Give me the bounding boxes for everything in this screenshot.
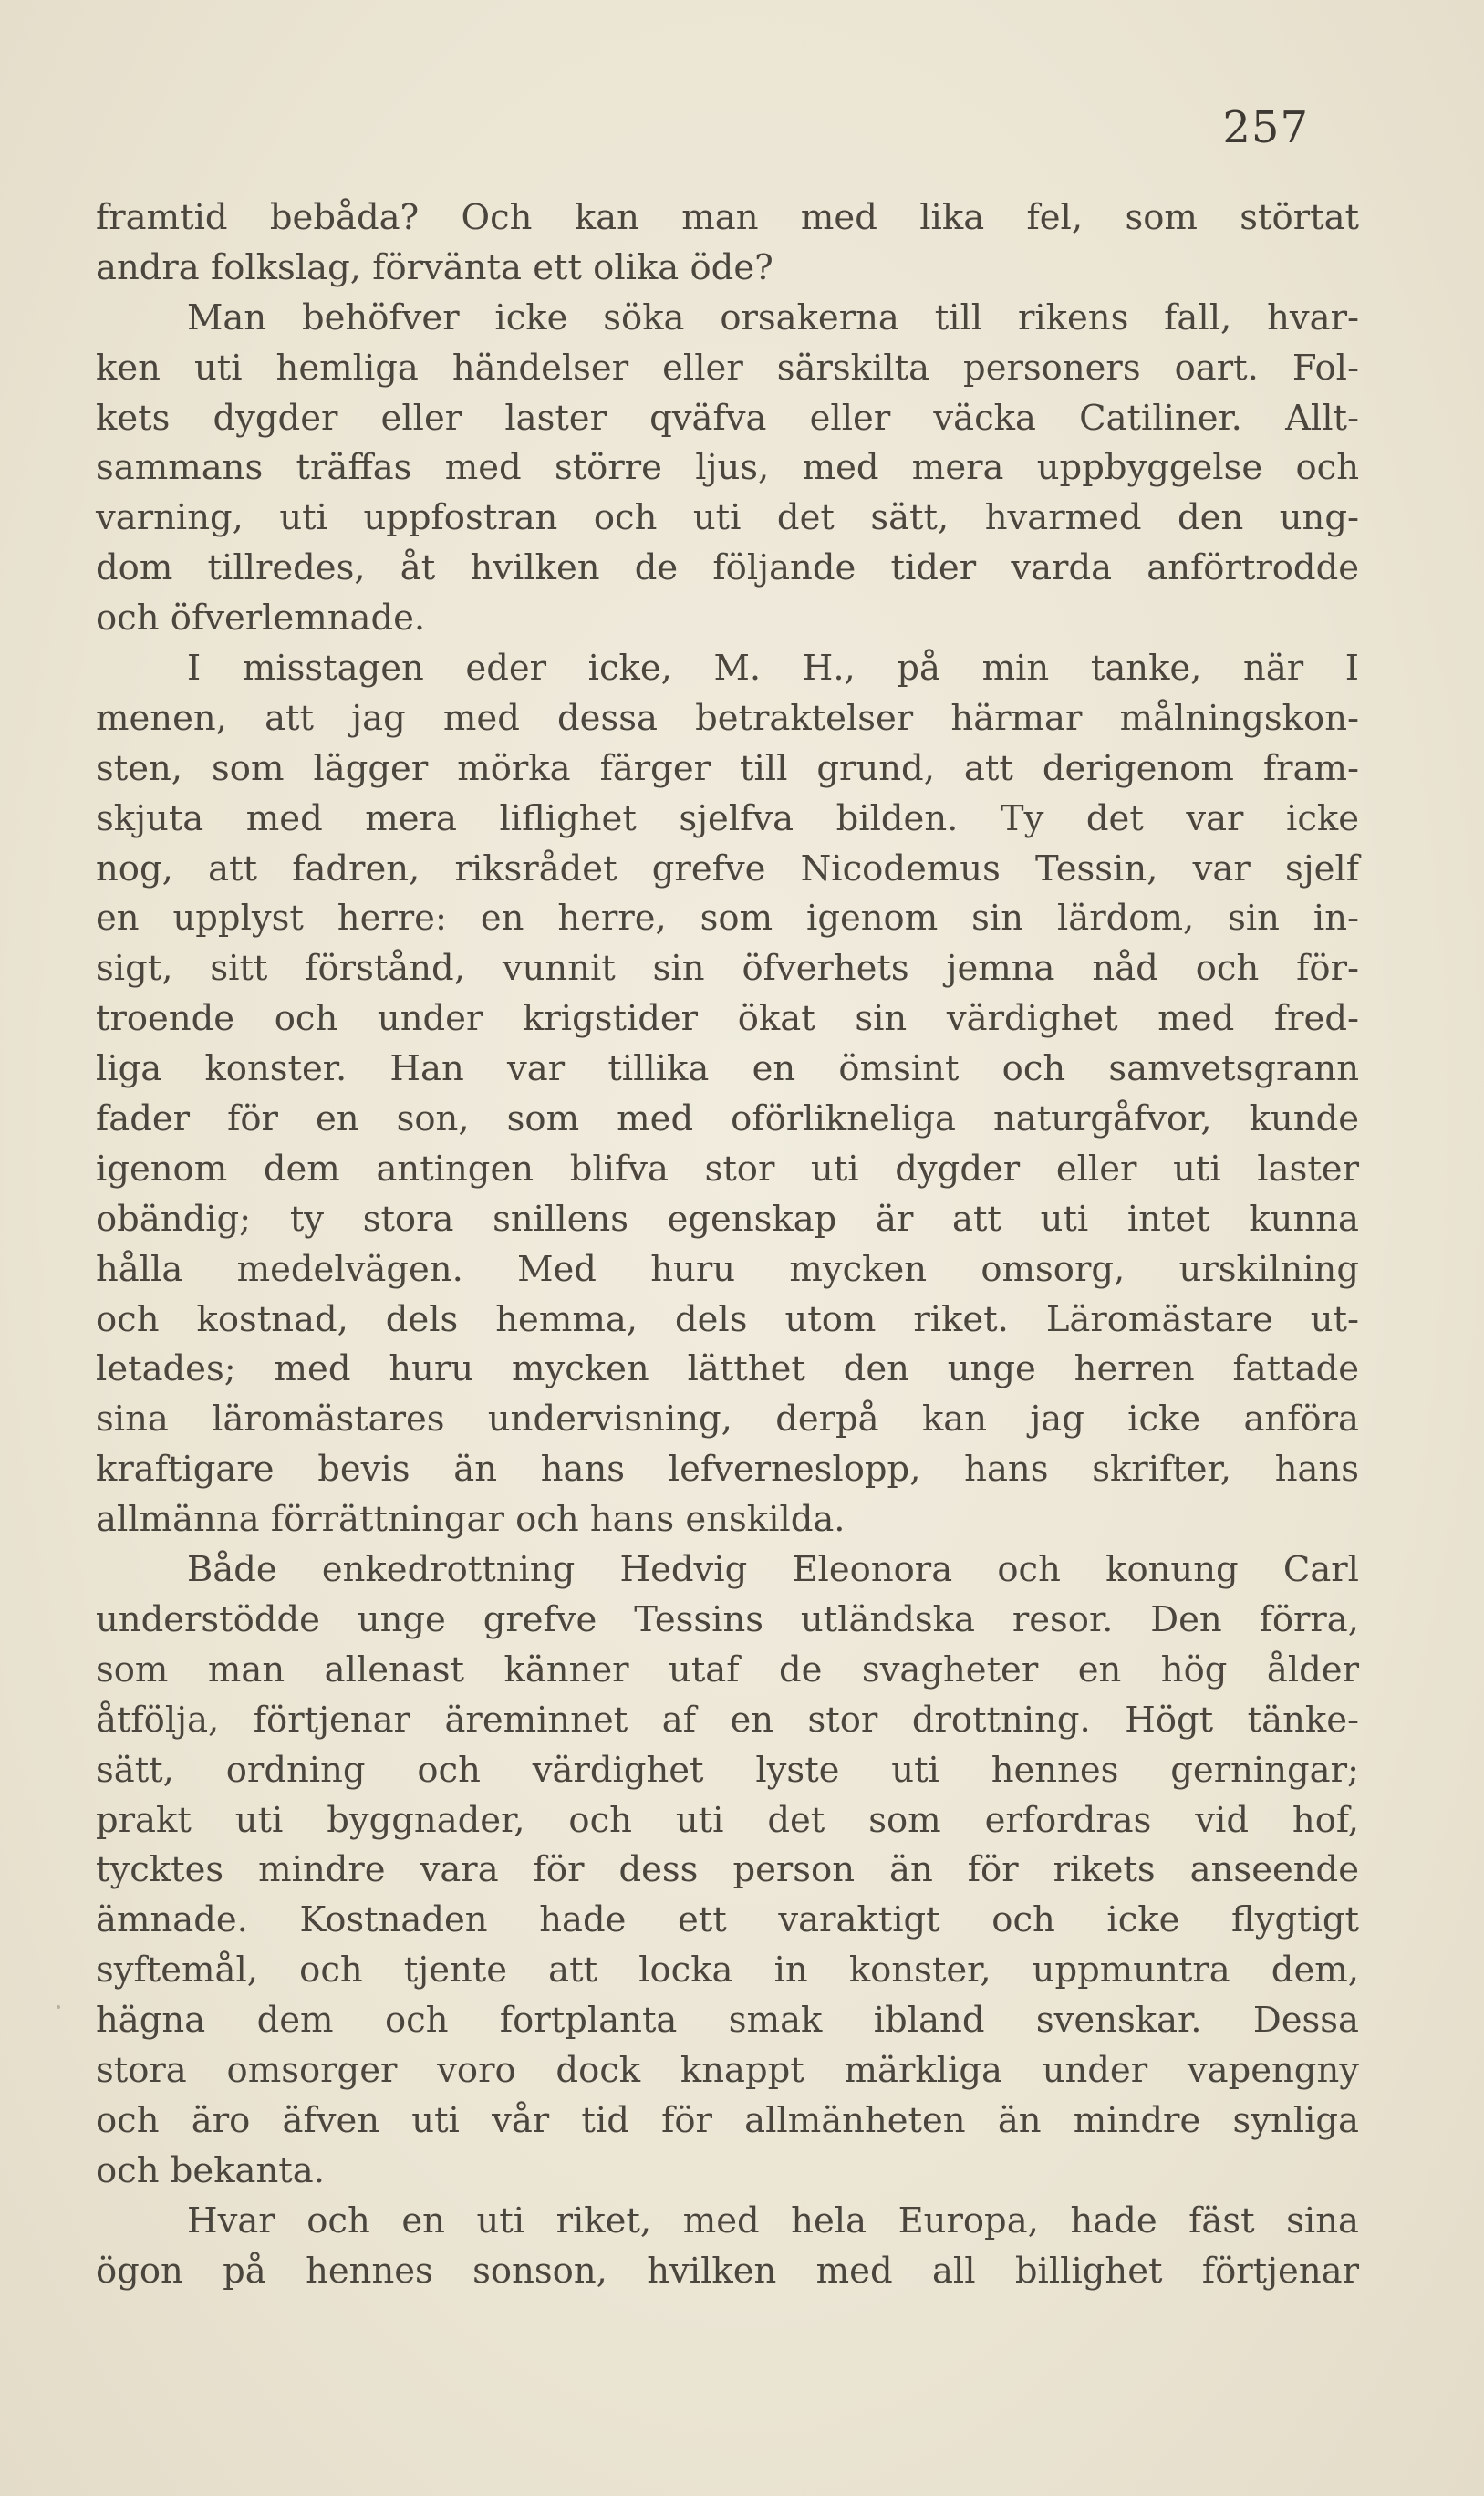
text-line: tycktes mindre vara för dess person än för rikets anseende [96,1849,1359,1891]
text-line: letades; med huru mycken lätthet den unge herren fattade [96,1348,1359,1390]
text-line: åtfölja, förtjenar äreminnet af en stor drottning. Högt tänke- [96,1699,1359,1741]
text-line: I misstagen eder icke, M. H., på min tanke, när I [187,648,1359,690]
text-line: sätt, ordning och värdighet lyste uti hennes gerningar; [96,1749,1359,1791]
text-line: Både enkedrottning Hedvig Eleonora och konung Carl [187,1549,1359,1591]
text-line: prakt uti byggnader, och uti det som erfordras vid hof, [96,1799,1359,1841]
text-line: och bekanta. [96,2149,325,2191]
text-line: hägna dem och fortplanta smak ibland svenskar. Dessa [96,2000,1359,2042]
text-line: ken uti hemliga händelser eller särskilta personers oart. Fol- [96,347,1359,389]
text-line: framtid bebåda? Och kan man med lika fel, som störtat [96,197,1359,238]
text-line: skjuta med mera liflighet sjelfva bilden. Ty det var icke [96,797,1359,839]
text-line: dom tillredes, åt hvilken de följande tider varda anförtrodde [96,547,1359,589]
text-line: understödde unge grefve Tessins utländska resor. Den förra, [96,1598,1359,1640]
text-line: fader för en son, som med oförlikneliga naturgåfvor, kunde [96,1098,1359,1140]
text-line: syftemål, och tjente att locka in konster, uppmuntra dem, [96,1950,1359,1992]
text-line: och kostnad, dels hemma, dels utom riket. Läromästare ut- [96,1298,1359,1340]
text-line: stora omsorger voro dock knappt märkliga under vapengny [96,2049,1359,2091]
text-line: hålla medelvägen. Med huru mycken omsorg, urskilning [96,1248,1359,1290]
text-line: Man behöfver icke söka orsakerna till rikens fall, hvar- [187,296,1359,338]
text-line: liga konster. Han var tillika en ömsint och samvetsgrann [96,1048,1359,1090]
page-number: 257 [1222,102,1309,153]
text-line: allmänna förrättningar och hans enskilda. [96,1499,846,1541]
text-line: kraftigare bevis än hans lefverneslopp, hans skrifter, hans [96,1449,1359,1491]
text-line: och äro äfven uti vår tid för allmänheten än mindre synliga [96,2099,1359,2141]
text-line: varning, uti uppfostran och uti det sätt, hvarmed den ung- [96,497,1359,539]
text-line: sammans träffas med större ljus, med mera uppbyggelse och [96,447,1359,489]
text-line: ögon på hennes sonson, hvilken med all billighet förtjenar [96,2250,1359,2292]
text-line: ämnade. Kostnaden hade ett varaktigt och icke flygtigt [96,1899,1359,1941]
text-line: troende och under krigstider ökat sin värdighet med fred- [96,998,1359,1040]
text-line: andra folkslag, förvänta ett olika öde? [96,246,773,288]
paper-speck [57,2005,60,2009]
text-line: obändig; ty stora snillens egenskap är att uti intet kunna [96,1198,1359,1240]
text-line: kets dygder eller laster qväfva eller väcka Catiliner. Allt- [96,397,1359,439]
body-text [96,193,1359,2296]
text-line: nog, att fadren, riksrådet grefve Nicodemus Tessin, var sjelf [96,848,1359,889]
text-line: sten, som lägger mörka färger till grund, att derigenom fram- [96,747,1359,789]
text-line: Hvar och en uti riket, med hela Europa, hade fäst sina [187,2200,1359,2241]
text-line: sigt, sitt förstånd, vunnit sin öfverhets jemna nåd och för- [96,948,1359,990]
text-line: menen, att jag med dessa betraktelser härmar målningskon- [96,697,1359,739]
text-line: och öfverlemnade. [96,598,426,640]
text-line: sina läromästares undervisning, derpå kan jag icke anföra [96,1399,1359,1440]
text-line: som man allenast känner utaf de svagheter en hög ålder [96,1648,1359,1690]
text-line: en upplyst herre: en herre, som igenom sin lärdom, sin in- [96,898,1359,940]
text-line: igenom dem antingen blifva stor uti dygder eller uti laster [96,1148,1359,1190]
